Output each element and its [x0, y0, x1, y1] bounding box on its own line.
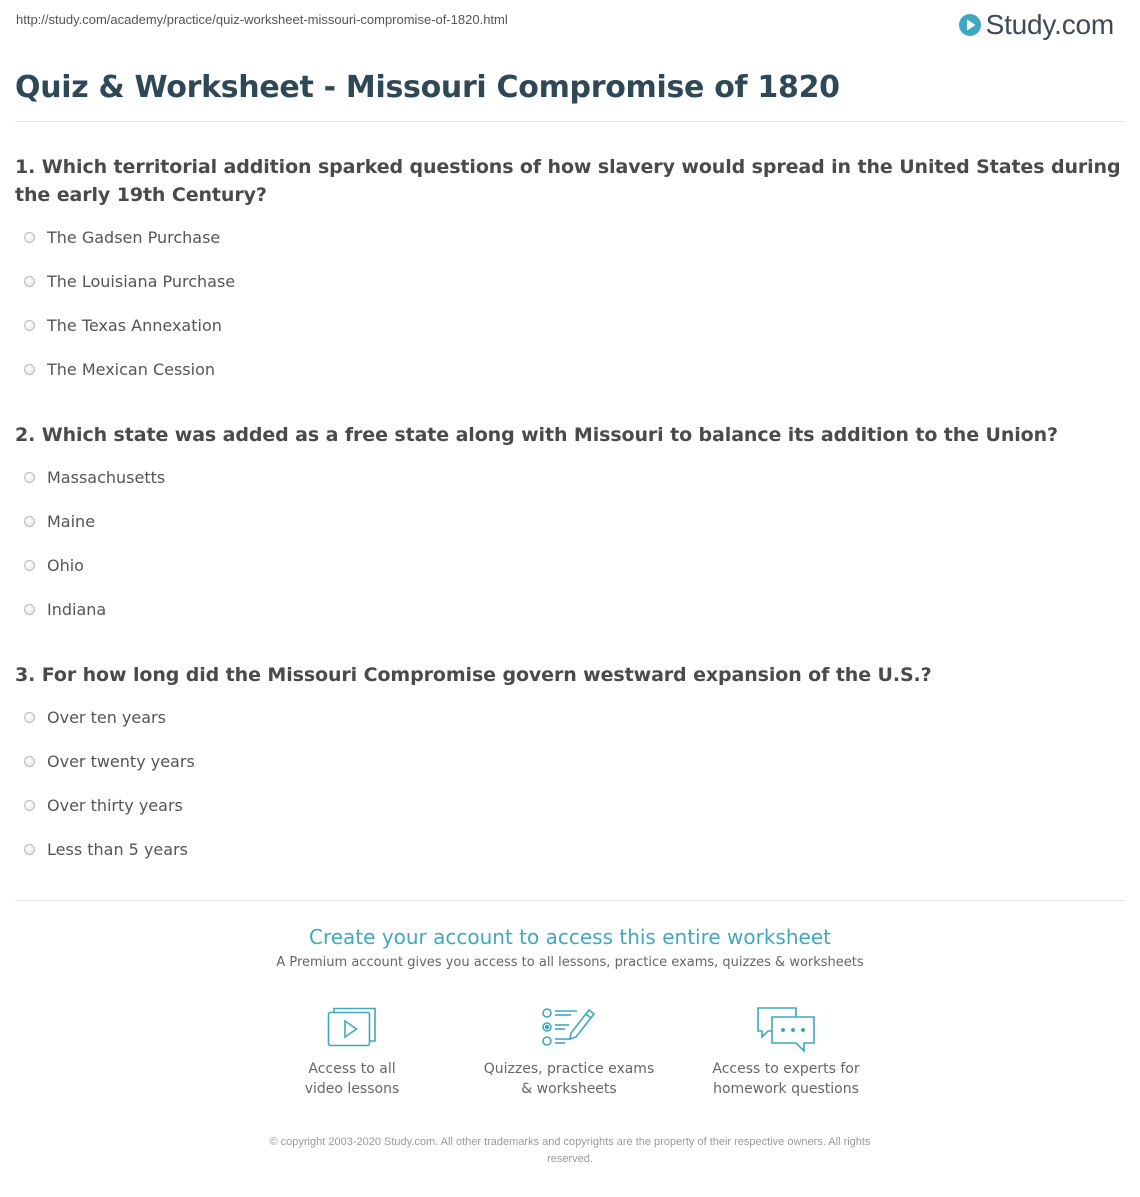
copyright-line1: © copyright 2003-2020 Study.com. All other trademarks and copyrights are the property of their respective owners. All rights — [269, 1136, 871, 1148]
title-divider — [15, 121, 1125, 122]
radio-button[interactable] — [24, 560, 35, 571]
logo-text: Study.com — [985, 9, 1114, 40]
answer-label: Massachusetts — [47, 468, 166, 487]
radio-button[interactable] — [24, 276, 35, 287]
question-1: 1. Which territorial addition sparked questions of how slavery would spread in the United States during the early 19th Century? — [15, 156, 1121, 206]
answer-label: The Louisiana Purchase — [47, 272, 236, 291]
radio-button[interactable] — [24, 364, 35, 375]
radio-button[interactable] — [24, 712, 35, 723]
copyright-line2: reserved. — [547, 1153, 593, 1165]
feature-label-line2: video lessons — [304, 1081, 400, 1097]
radio-button[interactable] — [24, 232, 35, 243]
page-url: http://study.com/academy/practice/quiz-worksheet-missouri-compromise-of-1820.html — [16, 12, 508, 27]
feature-label-line1: Access to experts for — [712, 1061, 860, 1077]
answer-option[interactable] — [24, 708, 166, 727]
answer-label: The Gadsen Purchase — [47, 228, 221, 247]
quiz-list-icon — [541, 1005, 597, 1049]
cta-divider — [15, 900, 1125, 901]
answer-option[interactable] — [24, 600, 106, 619]
feature-experts — [686, 1005, 886, 1099]
answer-label: Less than 5 years — [47, 840, 188, 859]
answer-label: Over thirty years — [47, 796, 183, 815]
feature-label-line2: & worksheets — [521, 1081, 617, 1097]
answer-option[interactable] — [24, 752, 195, 771]
question-2: 2. Which state was added as a free state along with Missouri to balance its addition to the Union? — [15, 424, 1058, 446]
answer-label: Maine — [47, 512, 96, 531]
answer-option[interactable] — [24, 468, 165, 487]
answer-option[interactable] — [24, 228, 220, 247]
radio-button[interactable] — [24, 472, 35, 483]
feature-label-line1: Quizzes, practice exams — [483, 1061, 655, 1077]
video-icon — [326, 1005, 378, 1049]
cta-title[interactable]: Create your account to access this entire worksheet — [309, 925, 831, 949]
feature-label-line1: Access to all — [308, 1061, 396, 1077]
copyright-notice — [210, 1134, 930, 1168]
answer-option[interactable] — [24, 840, 188, 859]
answer-label: The Texas Annexation — [47, 316, 222, 335]
page-title: Quiz & Worksheet - Missouri Compromise of 1820 — [15, 70, 840, 105]
feature-quizzes — [469, 1005, 669, 1099]
chat-bubbles-icon — [754, 1005, 818, 1055]
answer-label: The Mexican Cession — [47, 360, 216, 379]
answer-option[interactable] — [24, 512, 95, 531]
study-logo[interactable] — [958, 8, 1114, 42]
answer-label: Ohio — [47, 556, 84, 575]
answer-option[interactable] — [24, 272, 235, 291]
play-icon — [958, 13, 982, 37]
radio-button[interactable] — [24, 800, 35, 811]
radio-button[interactable] — [24, 844, 35, 855]
answer-label: Over ten years — [47, 708, 166, 727]
radio-button[interactable] — [24, 756, 35, 767]
answer-label: Over twenty years — [47, 752, 195, 771]
question-3: 3. For how long did the Missouri Compromise govern westward expansion of the U.S.? — [15, 664, 932, 686]
answer-option[interactable] — [24, 316, 222, 335]
answer-option[interactable] — [24, 796, 183, 815]
feature-video-lessons — [252, 1005, 452, 1099]
answer-option[interactable] — [24, 360, 215, 379]
radio-button[interactable] — [24, 320, 35, 331]
radio-button[interactable] — [24, 516, 35, 527]
answer-option[interactable] — [24, 556, 84, 575]
answer-label: Indiana — [47, 600, 107, 619]
cta-subtitle: A Premium account gives you access to all lessons, practice exams, quizzes & worksheets — [276, 955, 864, 970]
feature-label-line2: homework questions — [713, 1081, 859, 1097]
radio-button[interactable] — [24, 604, 35, 615]
